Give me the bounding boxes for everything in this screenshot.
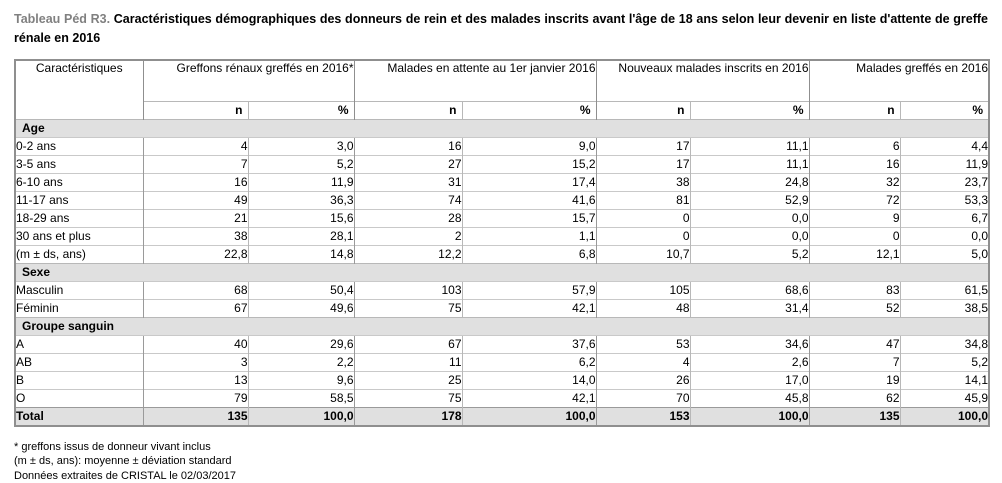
cell-n: 153	[596, 407, 690, 426]
cell-n: 135	[809, 407, 900, 426]
row-label: 30 ans et plus	[15, 227, 143, 245]
cell-n: 0	[596, 209, 690, 227]
cell-pct: 17,0	[690, 371, 809, 389]
row-label: Masculin	[15, 281, 143, 299]
cell-n: 4	[143, 137, 248, 155]
cell-pct: 34,8	[900, 335, 989, 353]
cell-n: 25	[354, 371, 462, 389]
section-row-age	[15, 119, 989, 137]
cell-pct: 100,0	[462, 407, 596, 426]
table-row-a	[15, 335, 989, 353]
cell-pct: 11,1	[690, 155, 809, 173]
cell-n: 32	[809, 173, 900, 191]
cell-n: 79	[143, 389, 248, 407]
subheader-pct: %	[248, 101, 354, 119]
cell-n: 105	[596, 281, 690, 299]
cell-pct: 14,8	[248, 245, 354, 263]
cell-n: 75	[354, 389, 462, 407]
cell-pct: 3,0	[248, 137, 354, 155]
row-label: 6-10 ans	[15, 173, 143, 191]
cell-pct: 17,4	[462, 173, 596, 191]
cell-pct: 68,6	[690, 281, 809, 299]
cell-pct: 45,9	[900, 389, 989, 407]
table-title-text: Caractéristiques démographiques des donneurs de rein et des malades inscrits avant l'âge de 18 ans selon leur devenir en liste d'attente de greffe rénale en 2016	[14, 12, 988, 45]
row-label: Total	[15, 407, 143, 426]
cell-pct: 11,9	[248, 173, 354, 191]
cell-pct: 0,0	[690, 209, 809, 227]
cell-n: 52	[809, 299, 900, 317]
cell-n: 103	[354, 281, 462, 299]
table-row-6-10-ans	[15, 173, 989, 191]
column-group-greffons-greffes: Greffons rénaux greffés en 2016*	[143, 60, 354, 102]
cell-pct: 6,2	[462, 353, 596, 371]
cell-n: 62	[809, 389, 900, 407]
table-row-b	[15, 371, 989, 389]
row-label: O	[15, 389, 143, 407]
subheader-pct: %	[900, 101, 989, 119]
cell-n: 26	[596, 371, 690, 389]
cell-pct: 28,1	[248, 227, 354, 245]
cell-n: 12,2	[354, 245, 462, 263]
cell-pct: 11,9	[900, 155, 989, 173]
cell-n: 81	[596, 191, 690, 209]
cell-n: 0	[809, 227, 900, 245]
subheader-n: n	[143, 101, 248, 119]
row-label: AB	[15, 353, 143, 371]
cell-n: 135	[143, 407, 248, 426]
cell-pct: 29,6	[248, 335, 354, 353]
table-row-feminin	[15, 299, 989, 317]
cell-n: 40	[143, 335, 248, 353]
cell-n: 21	[143, 209, 248, 227]
row-label: B	[15, 371, 143, 389]
cell-pct: 23,7	[900, 173, 989, 191]
cell-pct: 9,6	[248, 371, 354, 389]
table-row-3-5-ans	[15, 155, 989, 173]
cell-n: 49	[143, 191, 248, 209]
cell-n: 178	[354, 407, 462, 426]
table-title	[14, 10, 988, 48]
cell-pct: 15,6	[248, 209, 354, 227]
cell-n: 16	[143, 173, 248, 191]
row-label: (m ± ds, ans)	[15, 245, 143, 263]
table-row-30-ans-et-plus	[15, 227, 989, 245]
row-label: Féminin	[15, 299, 143, 317]
footnote-living-donor: * greffons issus de donneur vivant inclus	[14, 440, 988, 455]
cell-pct: 61,5	[900, 281, 989, 299]
cell-n: 68	[143, 281, 248, 299]
cell-n: 47	[809, 335, 900, 353]
cell-n: 12,1	[809, 245, 900, 263]
cell-n: 7	[143, 155, 248, 173]
cell-pct: 100,0	[248, 407, 354, 426]
column-group-malades-greffes: Malades greffés en 2016	[809, 60, 989, 102]
row-label: 11-17 ans	[15, 191, 143, 209]
cell-pct: 53,3	[900, 191, 989, 209]
cell-pct: 5,2	[900, 353, 989, 371]
cell-pct: 41,6	[462, 191, 596, 209]
section-row-groupe-sanguin	[15, 317, 989, 335]
footnote-mean-sd-definition: (m ± ds, ans): moyenne ± déviation standard	[14, 454, 988, 469]
cell-n: 28	[354, 209, 462, 227]
cell-n: 16	[354, 137, 462, 155]
table-row-ab	[15, 353, 989, 371]
subheader-n: n	[809, 101, 900, 119]
row-label: 18-29 ans	[15, 209, 143, 227]
cell-n: 53	[596, 335, 690, 353]
demographics-table	[14, 59, 990, 427]
table-body	[15, 119, 989, 426]
cell-pct: 0,0	[690, 227, 809, 245]
cell-pct: 4,4	[900, 137, 989, 155]
cell-pct: 6,8	[462, 245, 596, 263]
cell-pct: 14,1	[900, 371, 989, 389]
subheader-n: n	[354, 101, 462, 119]
table-row-0-2-ans	[15, 137, 989, 155]
cell-n: 17	[596, 155, 690, 173]
cell-pct: 9,0	[462, 137, 596, 155]
cell-pct: 1,1	[462, 227, 596, 245]
section-header-groupe-sanguin: Groupe sanguin	[15, 317, 989, 335]
table-row-11-17-ans	[15, 191, 989, 209]
cell-n: 11	[354, 353, 462, 371]
cell-n: 67	[143, 299, 248, 317]
cell-n: 83	[809, 281, 900, 299]
cell-pct: 5,0	[900, 245, 989, 263]
cell-pct: 57,9	[462, 281, 596, 299]
subheader-pct: %	[462, 101, 596, 119]
table-row-18-29-ans	[15, 209, 989, 227]
cell-n: 19	[809, 371, 900, 389]
cell-pct: 15,2	[462, 155, 596, 173]
cell-n: 70	[596, 389, 690, 407]
table-title-prefix: Tableau Péd R3.	[14, 12, 110, 26]
cell-pct: 38,5	[900, 299, 989, 317]
cell-n: 0	[596, 227, 690, 245]
cell-n: 72	[809, 191, 900, 209]
total-row	[15, 407, 989, 426]
cell-pct: 15,7	[462, 209, 596, 227]
subheader-pct: %	[690, 101, 809, 119]
cell-n: 7	[809, 353, 900, 371]
section-header-age: Age	[15, 119, 989, 137]
cell-pct: 2,2	[248, 353, 354, 371]
cell-n: 17	[596, 137, 690, 155]
table-row-masculin	[15, 281, 989, 299]
cell-n: 38	[143, 227, 248, 245]
cell-n: 13	[143, 371, 248, 389]
cell-n: 74	[354, 191, 462, 209]
cell-pct: 42,1	[462, 299, 596, 317]
cell-n: 48	[596, 299, 690, 317]
column-header-caracteristiques: Caractéristiques	[15, 60, 143, 120]
footnote-data-source: Données extraites de CRISTAL le 02/03/2017	[14, 469, 988, 483]
table-row-m-ds-ans	[15, 245, 989, 263]
table-header	[15, 60, 989, 120]
cell-n: 27	[354, 155, 462, 173]
cell-n: 3	[143, 353, 248, 371]
cell-pct: 100,0	[690, 407, 809, 426]
cell-pct: 52,9	[690, 191, 809, 209]
cell-pct: 36,3	[248, 191, 354, 209]
cell-n: 75	[354, 299, 462, 317]
cell-pct: 37,6	[462, 335, 596, 353]
section-header-sexe: Sexe	[15, 263, 989, 281]
cell-pct: 11,1	[690, 137, 809, 155]
cell-pct: 45,8	[690, 389, 809, 407]
cell-pct: 50,4	[248, 281, 354, 299]
subheader-n: n	[596, 101, 690, 119]
cell-pct: 49,6	[248, 299, 354, 317]
cell-pct: 14,0	[462, 371, 596, 389]
cell-pct: 2,6	[690, 353, 809, 371]
cell-n: 22,8	[143, 245, 248, 263]
section-row-sexe	[15, 263, 989, 281]
cell-n: 67	[354, 335, 462, 353]
cell-pct: 24,8	[690, 173, 809, 191]
cell-pct: 31,4	[690, 299, 809, 317]
cell-n: 9	[809, 209, 900, 227]
cell-pct: 5,2	[248, 155, 354, 173]
row-label: 0-2 ans	[15, 137, 143, 155]
cell-pct: 42,1	[462, 389, 596, 407]
cell-pct: 34,6	[690, 335, 809, 353]
cell-n: 38	[596, 173, 690, 191]
column-group-nouveaux-inscrits: Nouveaux malades inscrits en 2016	[596, 60, 809, 102]
cell-n: 2	[354, 227, 462, 245]
cell-n: 16	[809, 155, 900, 173]
footnotes	[14, 440, 988, 483]
cell-pct: 6,7	[900, 209, 989, 227]
cell-n: 4	[596, 353, 690, 371]
cell-pct: 5,2	[690, 245, 809, 263]
row-label: 3-5 ans	[15, 155, 143, 173]
cell-pct: 0,0	[900, 227, 989, 245]
cell-n: 31	[354, 173, 462, 191]
cell-n: 6	[809, 137, 900, 155]
table-row-o	[15, 389, 989, 407]
row-label: A	[15, 335, 143, 353]
cell-pct: 100,0	[900, 407, 989, 426]
cell-n: 10,7	[596, 245, 690, 263]
column-group-malades-attente: Malades en attente au 1er janvier 2016	[354, 60, 596, 102]
cell-pct: 58,5	[248, 389, 354, 407]
